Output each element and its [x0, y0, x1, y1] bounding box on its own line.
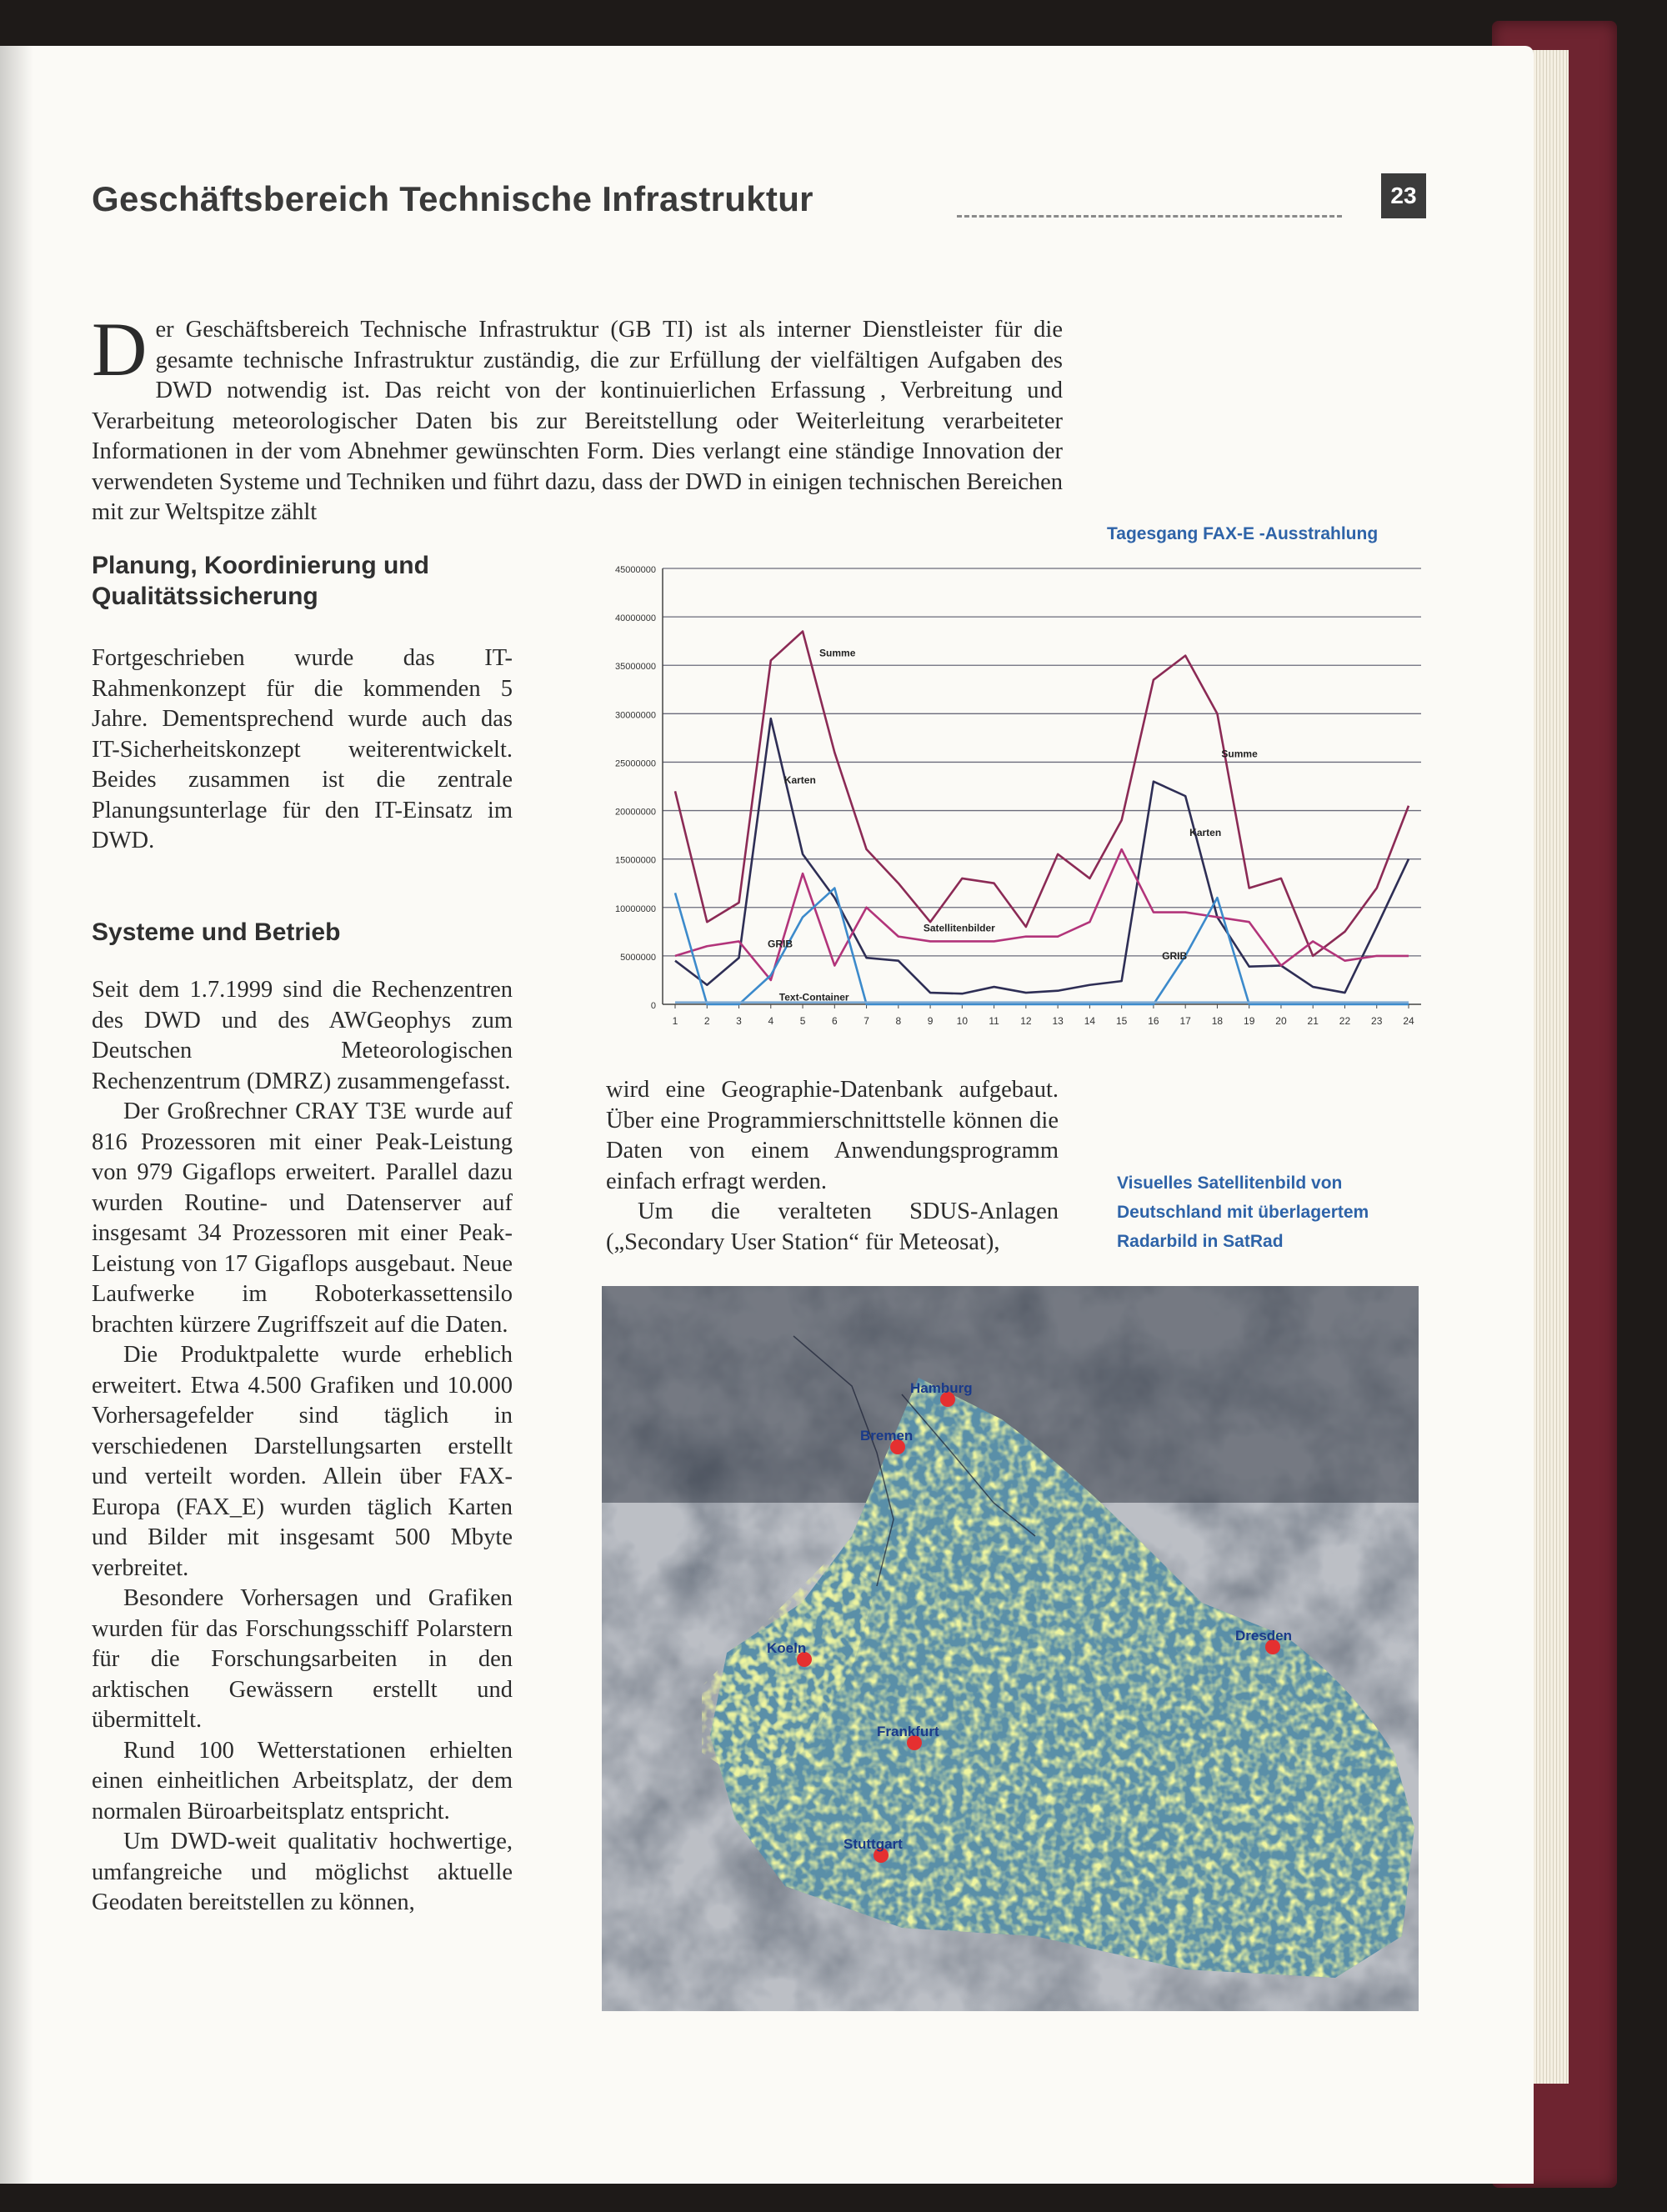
section-planung-text — [92, 643, 513, 857]
paragraph: Besondere Vorhersagen und Grafiken wurden für das Forschungsschiff Polarstern für die Forschungsarbeiten in den arktischen Gewässern erstellt und übermittelt. — [92, 1585, 513, 1733]
y-tick-label: 10000000 — [615, 903, 656, 914]
x-tick-label: 6 — [831, 1015, 838, 1027]
heading-dashed-rule — [957, 215, 1342, 218]
y-tick-label: 35000000 — [615, 662, 656, 673]
fax-e-chart — [575, 554, 1442, 1054]
series-label: GRIB — [1162, 949, 1188, 962]
y-tick-label: 30000000 — [615, 710, 656, 721]
section-systeme-text — [92, 975, 513, 1919]
x-tick-label: 17 — [1179, 1015, 1191, 1027]
y-tick-label: 20000000 — [615, 807, 656, 818]
paragraph: wird eine Geographie-Datenbank aufgebaut. Über eine Programmierschnittstelle können die Daten von einem Anwendungsprogramm einfach erfragt werden. — [606, 1077, 1059, 1194]
series-label: Karten — [783, 774, 816, 787]
city-label: Frankfurt — [877, 1724, 939, 1739]
y-tick-label: 40000000 — [615, 613, 656, 624]
x-tick-label: 13 — [1052, 1015, 1064, 1027]
x-tick-label: 2 — [703, 1015, 710, 1027]
x-tick-label: 10 — [956, 1015, 969, 1027]
intro-text: er Geschäftsbereich Technische Infrastruktur (GB TI) ist als interner Dienstleister für die gesamte technische Infrastruktur zuständig, die zur Erfüllung der vielfältigen Aufgaben des DWD notwendig ist. Das reicht von der kontinuierlichen Erfassung , Verbreitung und Verarbeitung meteorologischer Daten bis zur Bereitstellung oder Weiterleitung verarbeiteter Informationen in der vom Abnehmer gewünschten Form. Dies verlangt eine ständige Innovation der verwendeten Systeme und Techniken und führt dazu, dass der DWD in einigen technischen Bereichen mit zur Weltspitze zählt — [92, 317, 1063, 525]
series-label: Summe — [1221, 748, 1258, 760]
drop-cap: D — [92, 307, 148, 392]
chart-caption: Tagesgang FAX-E -Ausstrahlung — [1107, 524, 1379, 543]
x-tick-label: 4 — [768, 1015, 774, 1027]
series-label: Karten — [1189, 827, 1222, 839]
paragraph: Seit dem 1.7.1999 sind die Rechenzentren des DWD und des AWGeophys zum Deutschen Meteorologischen Rechenzentrum (DMRZ) zusammengefasst. — [92, 977, 513, 1094]
x-tick-label: 24 — [1403, 1015, 1414, 1027]
caption-line: Deutschland mit überlagertem — [1117, 1203, 1369, 1222]
paragraph: Die Produktpalette wurde erheblich erweitert. Etwa 4.500 Grafiken und 10.000 Vorhersagefelder sind täglich in verschiedenen Darstellungsarten erstellt und verteilt worden. Allein über FAX-Europa (FAX_E) wurden täglich Karten und Bilder mit insgesamt 500 Mbyte verbreitet. — [92, 1342, 513, 1581]
section-heading-systeme: Systeme und Betrieb — [92, 918, 341, 946]
map-canvas — [602, 1286, 1419, 2011]
caption-line: Visuelles Satellitenbild von — [1117, 1174, 1343, 1193]
paragraph: Um die veralteten SDUS-Anlagen („Secondary User Station“ für Meteosat), — [606, 1199, 1059, 1255]
city-label: Bremen — [860, 1428, 914, 1444]
series-line-satellitenbilder — [675, 849, 1409, 980]
y-tick-label: 25000000 — [615, 758, 656, 769]
x-tick-label: 8 — [895, 1015, 902, 1027]
page-number: 23 — [1381, 173, 1426, 218]
caption-line: Radarbild in SatRad — [1117, 1232, 1284, 1251]
paragraph: Fortgeschrieben wurde das IT-Rahmenkonzept für die kommenden 5 Jahre. Dementsprechend wurde auch das IT-Sicherheitskonzept weiterentwickelt. Beides zusammen ist die zentrale Planungsunterlage für den IT-Einsatz im DWD. — [92, 645, 513, 853]
satellite-radar-map — [602, 1286, 1419, 2011]
paragraph: Um DWD-weit qualitativ hochwertige, umfangreiche und möglichst aktuelle Geodaten bereitstellen zu können, — [92, 1829, 513, 1915]
city-label: Hamburg — [910, 1380, 973, 1396]
y-tick-label: 45000000 — [615, 565, 656, 575]
y-tick-label: 15000000 — [615, 855, 656, 866]
section-heading-line: Planung, Koordinierung und — [92, 552, 429, 579]
x-tick-label: 1 — [672, 1015, 678, 1027]
x-tick-label: 15 — [1115, 1015, 1128, 1027]
y-tick-label: 0 — [650, 1001, 656, 1011]
map-caption — [1117, 1169, 1369, 1256]
section-heading-line: Qualitätssicherung — [92, 583, 318, 610]
x-tick-label: 18 — [1211, 1015, 1224, 1027]
x-tick-label: 16 — [1148, 1015, 1159, 1027]
x-tick-label: 20 — [1275, 1015, 1287, 1027]
x-tick-label: 23 — [1371, 1015, 1383, 1027]
city-label: Stuttgart — [844, 1836, 903, 1852]
x-tick-label: 22 — [1339, 1015, 1351, 1027]
series-label: Satellitenbilder — [923, 922, 995, 934]
series-label: GRIB — [768, 938, 793, 950]
x-tick-label: 9 — [927, 1015, 934, 1027]
series-label: Summe — [819, 647, 856, 659]
x-tick-label: 12 — [1020, 1015, 1032, 1027]
x-tick-label: 21 — [1307, 1015, 1319, 1027]
x-tick-label: 19 — [1244, 1015, 1255, 1027]
section-heading-planung — [92, 550, 429, 612]
page-heading: Geschäftsbereich Technische Infrastruktur — [92, 179, 813, 218]
x-tick-label: 7 — [864, 1015, 869, 1027]
paragraph: Der Großrechner CRAY T3E wurde auf 816 Prozessoren mit einer Peak-Leistung von 979 Gigaflops erweitert. Parallel dazu wurden Routine- und Datenserver auf insgesamt 34 Prozessoren mit einer Peak-Leistung von 17 Gigaflops ausgebaut. Neue Laufwerke im Roboterkassettensilo brachten kürzere Zugriffszeit auf die Daten. — [92, 1098, 513, 1338]
city-label: Koeln — [767, 1640, 807, 1656]
x-tick-label: 3 — [736, 1015, 742, 1027]
x-tick-label: 5 — [799, 1015, 806, 1027]
paragraph: Rund 100 Wetterstationen erhielten einen einheitlichen Arbeitsplatz, der dem normalen Büroarbeitsplatz entspricht. — [92, 1737, 513, 1824]
x-tick-label: 14 — [1084, 1015, 1096, 1027]
intro-paragraph — [92, 307, 1063, 528]
column-two-text — [606, 1075, 1059, 1258]
series-label: Text-Container — [778, 991, 849, 1003]
city-label: Dresden — [1235, 1628, 1293, 1644]
y-tick-label: 5000000 — [620, 952, 656, 963]
x-tick-label: 11 — [989, 1015, 999, 1027]
